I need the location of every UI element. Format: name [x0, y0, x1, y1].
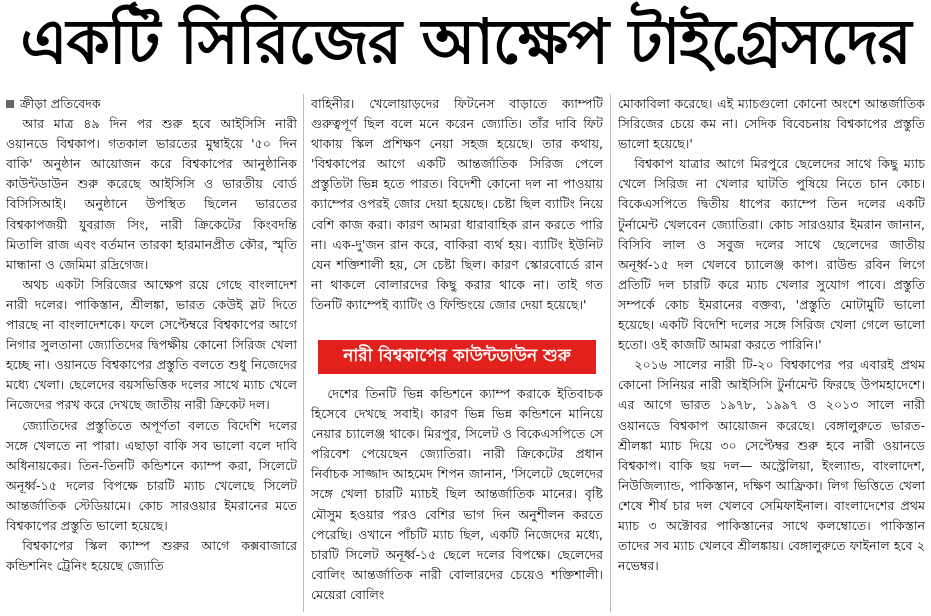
column-divider — [610, 94, 611, 612]
byline — [6, 94, 297, 114]
column-2-continued — [311, 384, 603, 612]
column-2 — [311, 94, 603, 334]
paragraph: অথচ একটা সিরিজের আক্ষেপ রয়ে গেছে বাংলাদেশ নারী দলের। পাকিস্তান, শ্রীলঙ্কা, ভারত কেউই স্লট দিতে পারছে না বাংলাদেশকে। ফলে সেপ্টেম্বরে বিশ্বকাপের আগে নিগার সুলতানা জ্যোতিদের দ্বিপক্ষীয় কোনো সিরিজ খেলা হচ্ছে না। ওয়ানডে বিশ্বকাপের প্রস্তুতি বলতে শুধু নিজেদের মধ্যে খেলা। ছেলেদের বয়সভিত্তিক দলের সাথে ম্যাচ খেলে নিজেদের পরখ করে দেখছে জাতীয় নারী ক্রিকেট দল। — [6, 276, 297, 413]
paragraph: বাহিনীর। খেলোয়াড়দের ফিটনেস বাড়াতে ক্যাম্পটি গুরুত্বপূর্ণ ছিল বলে মনে করেন জ্যোতি। তাঁর দাবি ফিট থাকায় স্কিল প্রশিক্ষণ নেয়া সহজ হয়েছে। তার কথায়, 'বিশ্বকাপের আগে একটি আন্তর্জাতিক সিরিজ পেলে প্রস্তুতিটা ভিন্ন হতে পারত। বিদেশী কোনো দল না পাওয়ায় ক্যাম্পের ওপরই জোর দেয়া হয়েছে। চেষ্টা ছিল ব্যাটিং নিয়ে বেশি কাজ করা। কারণ আমরা ধারাবাহিক রান করতে পারি না। এক-দু'জন রান করে, বাকিরা ব্যর্থ হয়। ব্যাটিং ইউনিট যেন শক্তিশালী হয়, সে চেষ্টা ছিল। কারণ স্কোরবোর্ডে রান না থাকলে বোলারদের কিছু করার থাকে না। তাই গত তিনটি ক্যাম্পেই ব্যাটিং ও ফিল্ডিংয়ে জোর দেয়া হয়েছে।' — [311, 96, 603, 312]
paragraph: দেশের তিনটি ভিন্ন কন্ডিশনে ক্যাম্প করাকে ইতিবাচক হিসেবে দেখছে সবাই। কারণ ভিন্ন ভিন্ন কন্ডিশনে মানিয়ে নেয়ার চ্যালেঞ্জ থাকে। মিরপুর, সিলেট ও বিকেএসপিতে সে পরিবেশ পেয়েছেন জ্যোতিরা। নারী ক্রিকেটের প্রধান নির্বাচক সাজ্জাদ আহমেদ শিপন জানান, 'সিলেটে ছেলেদের সঙ্গে খেলা চারটি ম্যাচই ছিল আন্তর্জাতিক মানের। বৃষ্টি মৌসুম হওয়ার পরও বেশির ভাগ দিন অনুশীলন করতে পেরেছি। ওখানে পাঁচটি ম্যাচ ছিল, একটি নিজেদের মধ্যে, চারটি সিলেট অনূর্ধ্ব-১৫ ছেলে দলের বিপক্ষে। ছেলেদের বোলিং আন্তর্জাতিক নারী বোলারদের চেয়েও শক্তিশালী। মেয়েরা বোলিং — [311, 386, 603, 602]
column-1 — [6, 94, 297, 612]
paragraph: জ্যোতিদের প্রস্তুতিতে অপূর্ণতা বলতে বিদেশি দলের সঙ্গে খেলতে না পারা। এছাড়া বাকি সব ভালো বলে দাবি অধিনায়কের। তিন-তিনটি কন্ডিশনে ক্যাম্প করা, সিলেটে অনূর্ধ্ব-১৫ দলের বিপক্ষে চারটি ম্যাচ খেলেছে সিলেট আন্তর্জাতিক স্টেডিয়ামে। কোচ সারওয়ার ইমরানের মতে বিশ্বকাপের প্রস্তুতি ভালো হয়েছে। — [6, 417, 297, 533]
headline: একটি সিরিজের আক্ষেপ টাইগ্রেসদের — [20, 5, 911, 78]
column-divider — [303, 94, 304, 612]
subhead-box — [311, 340, 603, 374]
subhead: নারী বিশ্বকাপের কাউন্টডাউন শুরু — [318, 340, 596, 374]
paragraph: ২০১৬ সালের নারী টি-২০ বিশ্বকাপের পর এবারই প্রথম কোনো সিনিয়র নারী আইসিসি টুর্নামেন্ট ফিরছে উপমহাদেশে। এর আগে ভারত ১৯৭৮, ১৯৯৭ ও ২০১৩ সালে নারী ওয়ানডে বিশ্বকাপ আয়োজন করেছে। বেঙ্গালুরুতে ভারত-শ্রীলঙ্কা ম্যাচ দিয়ে ৩০ সেপ্টেম্বর শুরু হবে নারী ওয়ানডে বিশ্বকাপ। বাকি ছয় দল— অস্ট্রেলিয়া, ইংল্যান্ড, বাংলাদেশ, নিউজিল্যান্ড, পাকিস্তান, দক্ষিণ আফ্রিকা। লিগ ভিত্তিতে খেলা শেষে শীর্ষ চার দল খেলবে সেমিফাইনাল। বাংলাদেশের প্রথম ম্যাচ ৩ অক্টোবর পাকিস্তানের সাথে কলম্বোতে। পাকিস্তান তাদের সব ম্যাচ খেলবে শ্রীলঙ্কায়। বেঙ্গালুরুতে ফাইনাল হবে ২ নভেম্বর। — [618, 357, 925, 574]
byline-text: ক্রীড়া প্রতিবেদক — [20, 96, 101, 111]
column-3 — [618, 94, 925, 612]
paragraph: মোকাবিলা করেছে। এই ম্যাচগুলো কোনো অংশে আন্তর্জাতিক সিরিজের চেয়ে কম না। সেদিক বিবেচনায় বিশ্বকাপের প্রস্তুতি ভালো হয়েছে।' — [618, 96, 925, 152]
bullet-icon — [6, 100, 14, 108]
paragraph: আর মাত্র ৪৯ দিন পর শুরু হবে আইসিসি নারী ওয়ানডে বিশ্বকাপ। গতকাল ভারতের মুম্বাইয়ে '৫০ দিন বাকি' অনুষ্ঠান আয়োজন করে বিশ্বকাপের আনুষ্ঠানিক কাউন্টডাউন শুরু করেছে আইসিসি ও ভারতীয় বোর্ড বিসিসিআই। অনুষ্ঠানে উপস্থিত ছিলেন ভারতের বিশ্বকাপজয়ী যুবরাজ সিং, নারী ক্রিকেটের কিংবদন্তি মিতালি রাজ এবং বর্তমান তারকা হারমানপ্রীত কৌর, স্মৃতি মান্ধানা ও জেমিমা রদ্রিগেজ। — [6, 116, 297, 272]
paragraph: বিশ্বকাপের স্কিল ক্যাম্প শুরুর আগে কক্সবাজারে কন্ডিশনিং ট্রেনিং হয়েছে জ্যোতি — [6, 538, 297, 574]
paragraph: বিশ্বকাপ যাত্রার আগে মিরপুরে ছেলেদের সাথে কিছু ম্যাচ খেলে সিরিজ না খেলার ঘাটতি পুষিয়ে নিতে চান কোচ। বিকেএসপিতে দ্বিতীয় ধাপের ক্যাম্পে তিন দলের একটি টুর্নামেন্ট খেলবেন জ্যোতিরা। কোচ সারওয়ার ইমরান জানান, বিসিবি লাল ও সবুজ দলের সাথে ছেলেদের জাতীয় অনূর্ধ্ব-১৫ দল খেলবে চ্যালেঞ্জ কাপ। রাউন্ড রবিন লিগে প্রতিটি দল চারটি করে ম্যাচ খেলার সুযোগ পাবে। প্রস্তুতি সম্পর্কে কোচ ইমরানের বক্তব্য, 'প্রস্তুতি মোটামুটি ভালো হয়েছে। একটি বিদেশি দলের সঙ্গে সিরিজ খেলা গেলে ভালো হতো। ওই কাজটি আমরা করতে পারিনি।' — [618, 156, 925, 353]
